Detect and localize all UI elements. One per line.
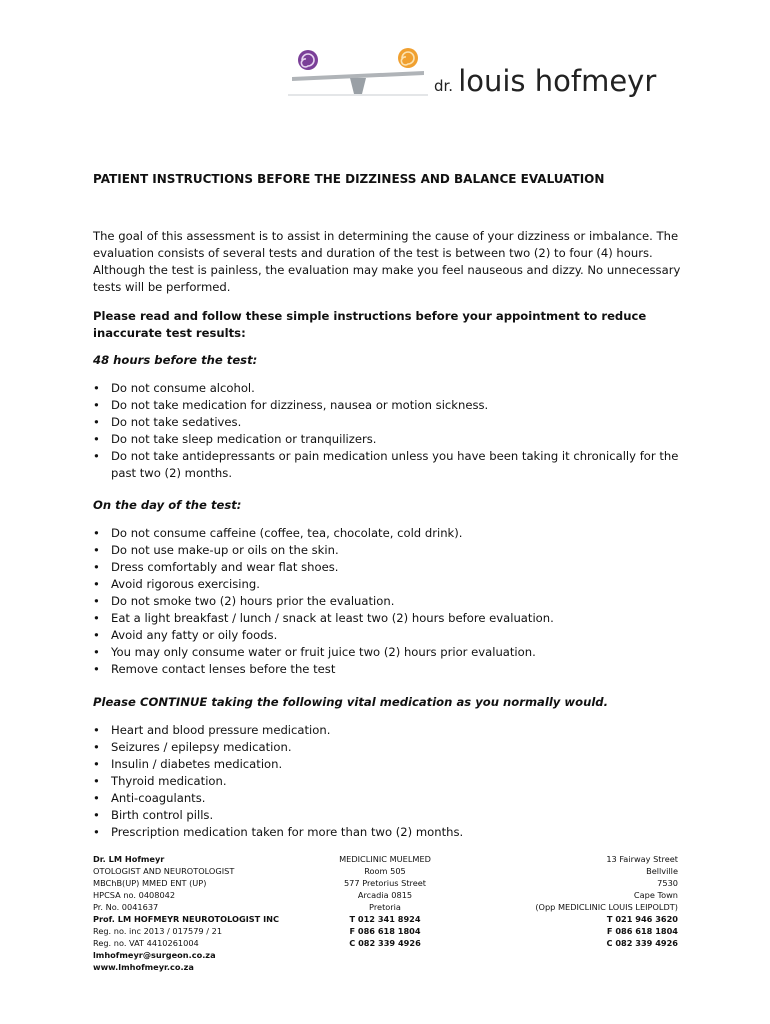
footer-line: MBChB(UP) MMED ENT (UP) <box>93 878 207 888</box>
bullet-icon: • <box>93 662 100 676</box>
instructions-heading: Please read and follow these simple instructions before your appointment to reduce inaccurate test results: <box>93 309 647 340</box>
footer-col-practice <box>93 853 279 973</box>
list-item <box>93 610 683 627</box>
footer-line: HPCSA no. 0408042 <box>93 890 176 900</box>
bullet-icon: • <box>93 381 100 395</box>
footer-line: Cape Town <box>633 890 678 900</box>
list-item-text: Prescription medication taken for more than two (2) months. <box>111 825 464 839</box>
bullet-icon: • <box>93 415 100 429</box>
intro-paragraph: The goal of this assessment is to assist in determining the cause of your dizziness or imbalance. The evaluation consists of several tests and duration of the test is between two (2) to four (4) hours. Although the test is painless, the evaluation may make you feel nauseous and dizzy. No unnecessary tests will be performed. <box>93 229 681 294</box>
list-item-text: Birth control pills. <box>111 808 214 822</box>
footer-line: OTOLOGIST AND NEUROTOLOGIST <box>93 866 235 876</box>
bullet-icon: • <box>93 774 100 788</box>
footer-line: T 021 946 3620 <box>606 914 678 924</box>
bullet-icon: • <box>93 628 100 642</box>
bullet-icon: • <box>93 594 100 608</box>
list-item-text: Insulin / diabetes medication. <box>111 757 283 771</box>
list-item-text: Do not take medication for dizziness, nausea or motion sickness. <box>111 398 489 412</box>
list-item <box>93 644 683 661</box>
list-item-text: Remove contact lenses before the test <box>111 662 336 676</box>
list-item <box>93 431 683 448</box>
list-continue-medication <box>93 722 683 841</box>
list-item <box>93 627 683 644</box>
list-item-text: Dress comfortably and wear flat shoes. <box>111 560 339 574</box>
footer-line: F 086 618 1804 <box>349 926 421 936</box>
list-item-text: Eat a light breakfast / lunch / snack at least two (2) hours before evaluation. <box>111 611 554 625</box>
list-item <box>93 824 683 841</box>
list-item-text: Do not consume caffeine (coffee, tea, chocolate, cold drink). <box>111 526 463 540</box>
list-item <box>93 559 683 576</box>
list-item <box>93 807 683 824</box>
footer-line: 13 Fairway Street <box>606 854 678 864</box>
bullet-icon: • <box>93 560 100 574</box>
list-item <box>93 722 683 739</box>
list-item-text: Do not use make-up or oils on the skin. <box>111 543 339 557</box>
list-item-text: Do not take sedatives. <box>111 415 242 429</box>
footer-line: Arcadia 0815 <box>357 890 413 900</box>
list-item <box>93 773 683 790</box>
logo-prefix: dr. <box>434 77 454 95</box>
bullet-icon: • <box>93 825 100 839</box>
list-item <box>93 525 683 542</box>
list-item-text: Avoid rigorous exercising. <box>111 577 260 591</box>
list-day-of-test <box>93 525 683 678</box>
list-item-text: Do not take antidepressants or pain medication unless you have been taking it chronically for the past two (2) months. <box>111 449 679 480</box>
section-heading-48h: 48 hours before the test: <box>93 353 258 367</box>
list-item <box>93 593 683 610</box>
list-item-text: Seizures / epilepsy medication. <box>111 740 292 754</box>
bullet-icon: • <box>93 398 100 412</box>
list-item-text: Thyroid medication. <box>111 774 227 788</box>
list-item-text: Do not smoke two (2) hours prior the evaluation. <box>111 594 395 608</box>
page-title: PATIENT INSTRUCTIONS BEFORE THE DIZZINESS AND BALANCE EVALUATION <box>93 172 605 186</box>
footer-line: MEDICLINIC MUELMED <box>339 854 431 864</box>
list-item-text: Anti-coagulants. <box>111 791 206 805</box>
footer-line: C 082 339 4926 <box>606 938 678 948</box>
balance-logo-icon <box>288 44 428 104</box>
list-item-text: Do not take sleep medication or tranquilizers. <box>111 432 377 446</box>
bullet-icon: • <box>93 611 100 625</box>
footer-line: (Opp MEDICLINIC LOUIS LEIPOLDT) <box>535 902 678 912</box>
bullet-icon: • <box>93 543 100 557</box>
list-item <box>93 414 683 431</box>
footer-line: Reg. no. VAT 4410261004 <box>93 938 199 948</box>
bullet-icon: • <box>93 723 100 737</box>
footer-line: Dr. LM Hofmeyr <box>93 854 165 864</box>
footer-line: Pretoria <box>369 902 401 912</box>
list-item <box>93 661 683 678</box>
footer-line: lmhofmeyr@surgeon.co.za <box>93 950 216 960</box>
footer-line: Room 505 <box>364 866 406 876</box>
list-item <box>93 542 683 559</box>
bullet-icon: • <box>93 791 100 805</box>
bullet-icon: • <box>93 449 100 463</box>
list-item <box>93 380 683 397</box>
footer-col-pretoria <box>323 853 447 949</box>
footer-line: T 012 341 8924 <box>349 914 421 924</box>
footer-line: Prof. LM HOFMEYR NEUROTOLOGIST INC <box>93 914 279 924</box>
footer-line: Bellville <box>646 866 678 876</box>
footer-line: Reg. no. inc 2013 / 017579 / 21 <box>93 926 223 936</box>
bullet-icon: • <box>93 740 100 754</box>
list-item-text: Avoid any fatty or oily foods. <box>111 628 278 642</box>
logo-name: louis hofmeyr <box>458 64 657 98</box>
bullet-icon: • <box>93 526 100 540</box>
section-heading-day-of-test: On the day of the test: <box>93 498 242 512</box>
list-item <box>93 739 683 756</box>
logo-wordmark <box>434 64 656 98</box>
list-item <box>93 397 683 414</box>
section-heading-continue-medication: Please CONTINUE taking the following vital medication as you normally would. <box>93 695 609 709</box>
bullet-icon: • <box>93 645 100 659</box>
list-item <box>93 756 683 773</box>
bullet-icon: • <box>93 808 100 822</box>
footer-line: 7530 <box>657 878 678 888</box>
footer-line: C 082 339 4926 <box>349 938 421 948</box>
list-item <box>93 448 683 482</box>
footer-line: Pr. No. 0041637 <box>93 902 159 912</box>
bullet-icon: • <box>93 577 100 591</box>
list-item <box>93 576 683 593</box>
bullet-icon: • <box>93 432 100 446</box>
bullet-icon: • <box>93 757 100 771</box>
footer-line: www.lmhofmeyr.co.za <box>93 962 194 972</box>
footer-col-cape-town <box>535 853 678 949</box>
footer-line: 577 Pretorius Street <box>343 878 427 888</box>
list-item <box>93 790 683 807</box>
header-logo <box>288 44 678 104</box>
list-item-text: You may only consume water or fruit juice two (2) hours prior evaluation. <box>111 645 536 659</box>
list-item-text: Do not consume alcohol. <box>111 381 255 395</box>
footer-line: F 086 618 1804 <box>606 926 678 936</box>
list-item-text: Heart and blood pressure medication. <box>111 723 331 737</box>
list-48h <box>93 380 683 482</box>
